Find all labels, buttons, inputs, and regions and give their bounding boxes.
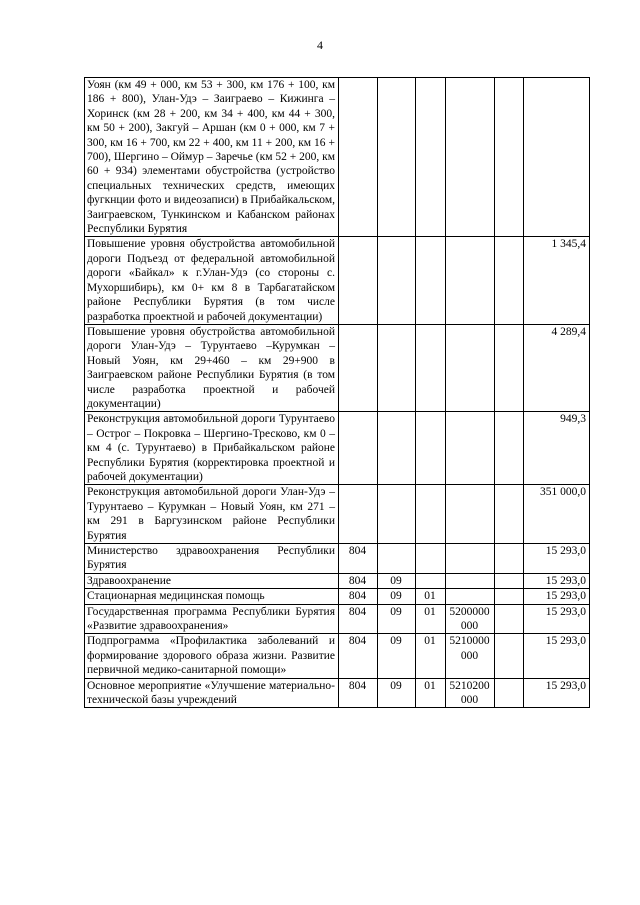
table-row (85, 237, 590, 324)
row-name-cell: Повышение уровня обустройства автомобильной дороги Улан-Удэ – Турунтаево –Курумкан – Новый Уоян, км 29+460 – км 29+900 в Заиграевском районе Республики Бурятия (в том числе разработка проектной и рабочей документации) (85, 324, 339, 411)
ministry-code-cell (339, 78, 378, 237)
section-code-cell (378, 324, 416, 411)
ministry-code-cell: 804 (339, 634, 378, 678)
amount-cell: 15 293,0 (524, 589, 590, 604)
ministry-code-cell: 804 (339, 573, 378, 588)
amount-cell: 15 293,0 (524, 573, 590, 588)
target-article-cell: 5200000000 (446, 604, 495, 634)
expense-type-cell (495, 634, 524, 678)
section-code-cell: 09 (378, 573, 416, 588)
target-article-cell (446, 412, 495, 485)
amount-cell: 351 000,0 (524, 485, 590, 544)
expense-type-cell (495, 604, 524, 634)
target-article-cell: 5210000000 (446, 634, 495, 678)
target-article-cell (446, 544, 495, 574)
subsection-code-cell (416, 544, 446, 574)
subsection-code-cell: 01 (416, 589, 446, 604)
section-code-cell (378, 78, 416, 237)
row-name-cell: Стационарная медицинская помощь (85, 589, 339, 604)
ministry-code-cell: 804 (339, 604, 378, 634)
section-code-cell: 09 (378, 678, 416, 708)
table-row (85, 573, 590, 588)
table-row (85, 485, 590, 544)
row-name-cell: Реконструкция автомобильной дороги Турунтаево – Острог – Покровка – Шергино-Тресково, км 0 – км 4 (с. Турунтаево) в Прибайкальском районе Республики Бурятия (корректировка проектной и рабочей документации) (85, 412, 339, 485)
expense-type-cell (495, 324, 524, 411)
section-code-cell (378, 237, 416, 324)
amount-cell (524, 78, 590, 237)
table-row (85, 604, 590, 634)
row-name-cell: Основное мероприятие «Улучшение материально-технической базы учреждений (85, 678, 339, 708)
table-row (85, 78, 590, 237)
ministry-code-cell (339, 412, 378, 485)
ministry-code-cell (339, 237, 378, 324)
section-code-cell: 09 (378, 634, 416, 678)
row-name-cell: Министерство здравоохранения Республики Бурятия (85, 544, 339, 574)
ministry-code-cell: 804 (339, 544, 378, 574)
table-row (85, 589, 590, 604)
expense-type-cell (495, 485, 524, 544)
budget-table (84, 77, 590, 708)
ministry-code-cell: 804 (339, 678, 378, 708)
subsection-code-cell (416, 412, 446, 485)
target-article-cell (446, 237, 495, 324)
ministry-code-cell (339, 324, 378, 411)
section-code-cell: 09 (378, 589, 416, 604)
row-name-cell: Здравоохранение (85, 573, 339, 588)
section-code-cell (378, 412, 416, 485)
table-row (85, 324, 590, 411)
row-name-cell: Уоян (км 49 + 000, км 53 + 300, км 176 + 100, км 186 + 800), Улан-Удэ – Заиграево – Кижинга – Хоринск (км 28 + 200, км 34 + 400, км 44 + 300, км 50 + 200), Закгуй – Аршан (км 0 + 000, км 7 + 300, км 16 + 700, км 22 + 400, км 11 + 200, км 16 + 700), Шергино – Оймур – Заречье (км 52 + 200, км 60 + 934) элементами обустройства (устройство специальных технических средств, имеющих фугкнции фото и видеозаписи) в Прибайкальском, Заиграевском, Тункинском и Кабанском районах Республики Бурятия (85, 78, 339, 237)
expense-type-cell (495, 412, 524, 485)
section-code-cell: 09 (378, 604, 416, 634)
table-row (85, 678, 590, 708)
subsection-code-cell: 01 (416, 604, 446, 634)
amount-cell: 4 289,4 (524, 324, 590, 411)
expense-type-cell (495, 78, 524, 237)
expense-type-cell (495, 573, 524, 588)
row-name-cell: Государственная программа Республики Бурятия «Развитие здравоохранения» (85, 604, 339, 634)
ministry-code-cell (339, 485, 378, 544)
amount-cell: 15 293,0 (524, 634, 590, 678)
subsection-code-cell: 01 (416, 634, 446, 678)
amount-cell: 15 293,0 (524, 544, 590, 574)
target-article-cell (446, 78, 495, 237)
target-article-cell (446, 589, 495, 604)
subsection-code-cell (416, 78, 446, 237)
section-code-cell (378, 485, 416, 544)
target-article-cell (446, 485, 495, 544)
subsection-code-cell (416, 324, 446, 411)
row-name-cell: Повышение уровня обустройства автомобильной дороги Подъезд от федеральной автомобильной дороги «Байкал» к г.Улан-Удэ (со стороны с. Мухоршибирь), км 0+ км 8 в Тарбагатайском районе Республики Бурятия (в том числе разработка проектной и рабочей документации) (85, 237, 339, 324)
table-row (85, 544, 590, 574)
amount-cell: 15 293,0 (524, 604, 590, 634)
amount-cell: 949,3 (524, 412, 590, 485)
amount-cell: 15 293,0 (524, 678, 590, 708)
subsection-code-cell (416, 485, 446, 544)
row-name-cell: Реконструкция автомобильной дороги Улан-Удэ – Турунтаево – Курумкан – Новый Уоян, км 271 – км 291 в Баргузинском районе Республики Бурятия (85, 485, 339, 544)
subsection-code-cell (416, 573, 446, 588)
table-row (85, 634, 590, 678)
subsection-code-cell (416, 237, 446, 324)
ministry-code-cell: 804 (339, 589, 378, 604)
section-code-cell (378, 544, 416, 574)
expense-type-cell (495, 544, 524, 574)
page-number: 4 (317, 38, 323, 52)
expense-type-cell (495, 678, 524, 708)
amount-cell: 1 345,4 (524, 237, 590, 324)
target-article-cell (446, 324, 495, 411)
table-row (85, 412, 590, 485)
target-article-cell (446, 573, 495, 588)
expense-type-cell (495, 237, 524, 324)
row-name-cell: Подпрограмма «Профилактика заболеваний и формирование здорового образа жизни. Развитие первичной медико-санитарной помощи» (85, 634, 339, 678)
target-article-cell: 5210200000 (446, 678, 495, 708)
expense-type-cell (495, 589, 524, 604)
subsection-code-cell: 01 (416, 678, 446, 708)
